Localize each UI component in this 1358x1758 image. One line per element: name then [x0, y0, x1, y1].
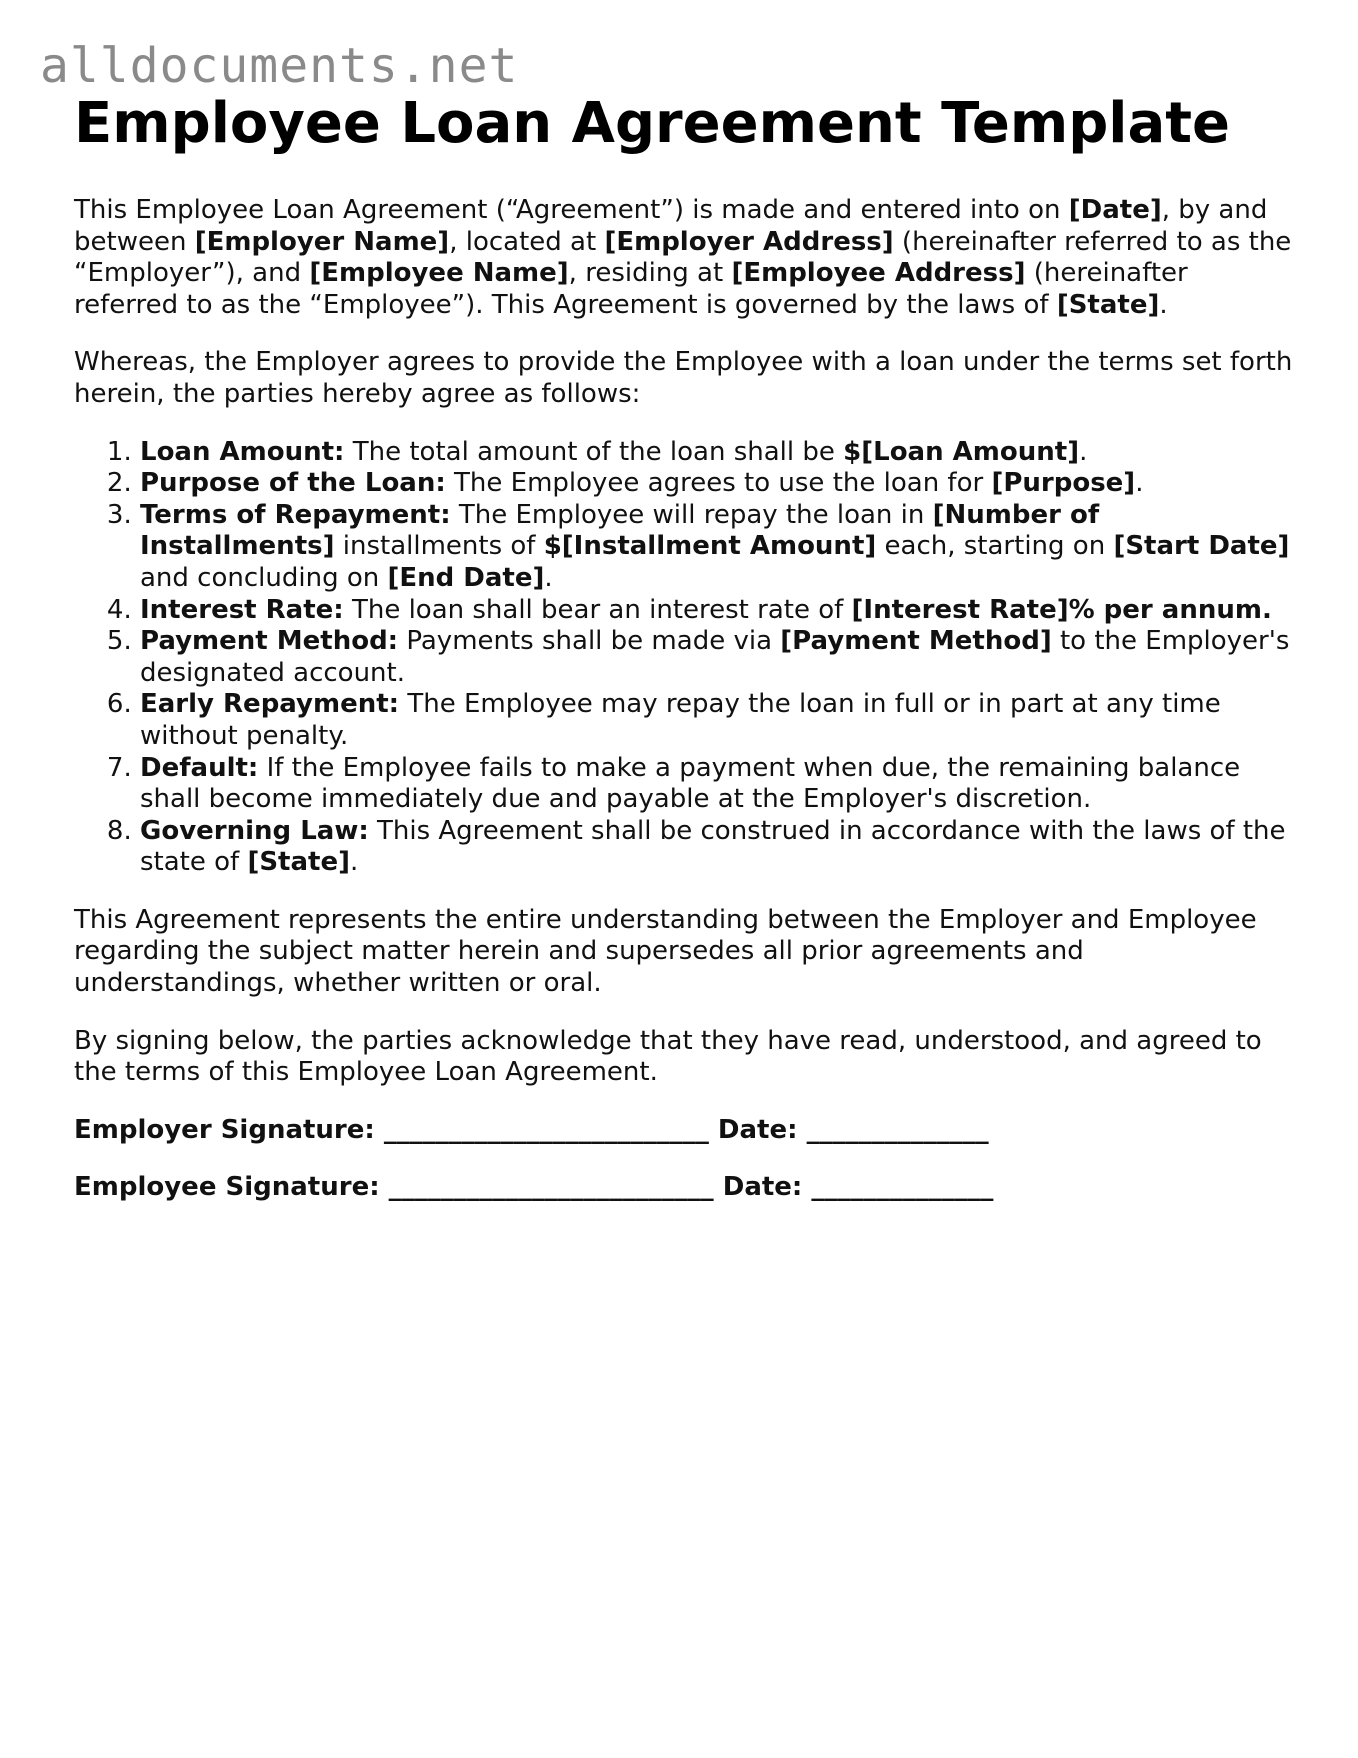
employer-address-placeholder: [Employer Address] [604, 226, 894, 257]
employer-signature-label: Employer Signature: [74, 1114, 375, 1145]
entire-agreement-paragraph: This Agreement represents the entire understanding between the Employer and Employee regarding the subject matter herein and supersedes all prior agreements and understandings, whether written or oral. [74, 904, 1257, 999]
watermark: alldocuments.net [40, 38, 519, 94]
term-text: . [349, 847, 359, 878]
employee-signature-field[interactable]: _________________________ [388, 1172, 714, 1203]
term-text: . [1135, 468, 1144, 499]
employee-signature-label: Employee Signature: [74, 1172, 380, 1203]
employer-date-field[interactable]: ______________ [806, 1114, 989, 1145]
term-purpose [140, 468, 1294, 500]
interest-rate-placeholder: [Interest Rate]% per annum. [851, 594, 1272, 625]
term-text: each, starting on [876, 531, 1114, 562]
employer-signature-line [74, 1115, 1294, 1147]
employee-date-field[interactable]: ______________ [811, 1172, 994, 1203]
purpose-placeholder: [Purpose] [991, 468, 1136, 499]
intro-text: (hereinafter referred to as the “Employee”). This Agreement is governed by the laws of [74, 258, 1188, 320]
employer-name-placeholder: [Employer Name] [194, 226, 450, 257]
term-text: The Employee may repay the loan in full or in part at any time without penalty. [140, 689, 1221, 751]
end-date-placeholder: [End Date] [387, 562, 545, 593]
intro-text: , located at [449, 226, 605, 257]
employee-name-placeholder: [Employee Name] [309, 258, 569, 289]
page-title: Employee Loan Agreement Template [74, 91, 1231, 156]
intro-text: (hereinafter referred to as the “Employer”), and [74, 226, 1292, 289]
employee-address-placeholder: [Employee Address] [731, 258, 1026, 289]
employee-date-label: Date: [722, 1172, 803, 1203]
term-interest-rate [140, 595, 1294, 627]
installment-amount-placeholder: $[Installment Amount] [543, 531, 877, 562]
terms-list [74, 437, 1294, 879]
term-label: Early Repayment: [140, 689, 400, 720]
term-label: Governing Law: [140, 815, 369, 846]
term-label: Interest Rate: [140, 594, 344, 625]
intro-text: , residing at [568, 258, 732, 289]
term-text: The loan shall bear an interest rate of [343, 594, 852, 625]
term-governing-law [140, 816, 1294, 879]
term-text: The Employee will repay the loan in [450, 499, 933, 530]
start-date-placeholder: [Start Date] [1113, 531, 1290, 562]
term-label: Terms of Repayment: [140, 499, 451, 530]
document-body [74, 195, 1294, 1230]
term-text: Payments shall be made via [398, 626, 781, 657]
employee-signature-line [74, 1172, 1294, 1204]
term-loan-amount [140, 437, 1294, 469]
term-early-repayment [140, 689, 1294, 752]
intro-paragraph [74, 195, 1294, 321]
term-text: and concluding on [140, 562, 388, 593]
state-placeholder: [State] [247, 847, 350, 878]
term-text: The total amount of the loan shall be [344, 436, 844, 467]
employer-signature-field[interactable]: _________________________ [383, 1114, 709, 1145]
date-placeholder: [Date] [1068, 195, 1162, 225]
state-placeholder: [State] [1056, 289, 1160, 320]
term-text: The Employee agrees to use the loan for [445, 468, 992, 499]
acknowledgement-paragraph: By signing below, the parties acknowledge that they have read, understood, and agreed to the terms of this Employee Loan Agreement. [74, 1025, 1262, 1088]
installments-placeholder: [Number of Installments] [140, 499, 1100, 562]
term-text: . [1079, 436, 1088, 467]
payment-method-placeholder: [Payment Method] [780, 626, 1052, 657]
term-text: This Agreement shall be construed in accordance with the laws of the state of [140, 815, 1286, 878]
term-payment-method [140, 626, 1294, 689]
term-text: to the Employer's designated account. [140, 626, 1290, 688]
term-default [140, 753, 1294, 816]
loan-amount-placeholder: $[Loan Amount] [843, 436, 1080, 467]
term-label: Payment Method: [140, 626, 399, 657]
term-text: . [544, 562, 553, 593]
whereas-paragraph: Whereas, the Employer agrees to provide the Employee with a loan under the terms set forth herein, the parties hereby agree as follows: [74, 347, 1293, 409]
term-label: Purpose of the Loan: [140, 468, 446, 499]
term-text: If the Employee fails to make a payment when due, the remaining balance shall become immediately due and payable at the Employer's discretion. [140, 752, 1241, 815]
intro-text: , by and between [74, 195, 1268, 257]
intro-text: . [1159, 289, 1168, 320]
intro-text: This Employee Loan Agreement (“Agreement”) is made and entered into on [74, 195, 1069, 225]
term-label: Default: [140, 752, 259, 783]
employer-date-label: Date: [717, 1114, 798, 1145]
term-text: installments of [334, 531, 544, 562]
term-label: Loan Amount: [140, 436, 345, 467]
term-repayment [140, 500, 1294, 595]
